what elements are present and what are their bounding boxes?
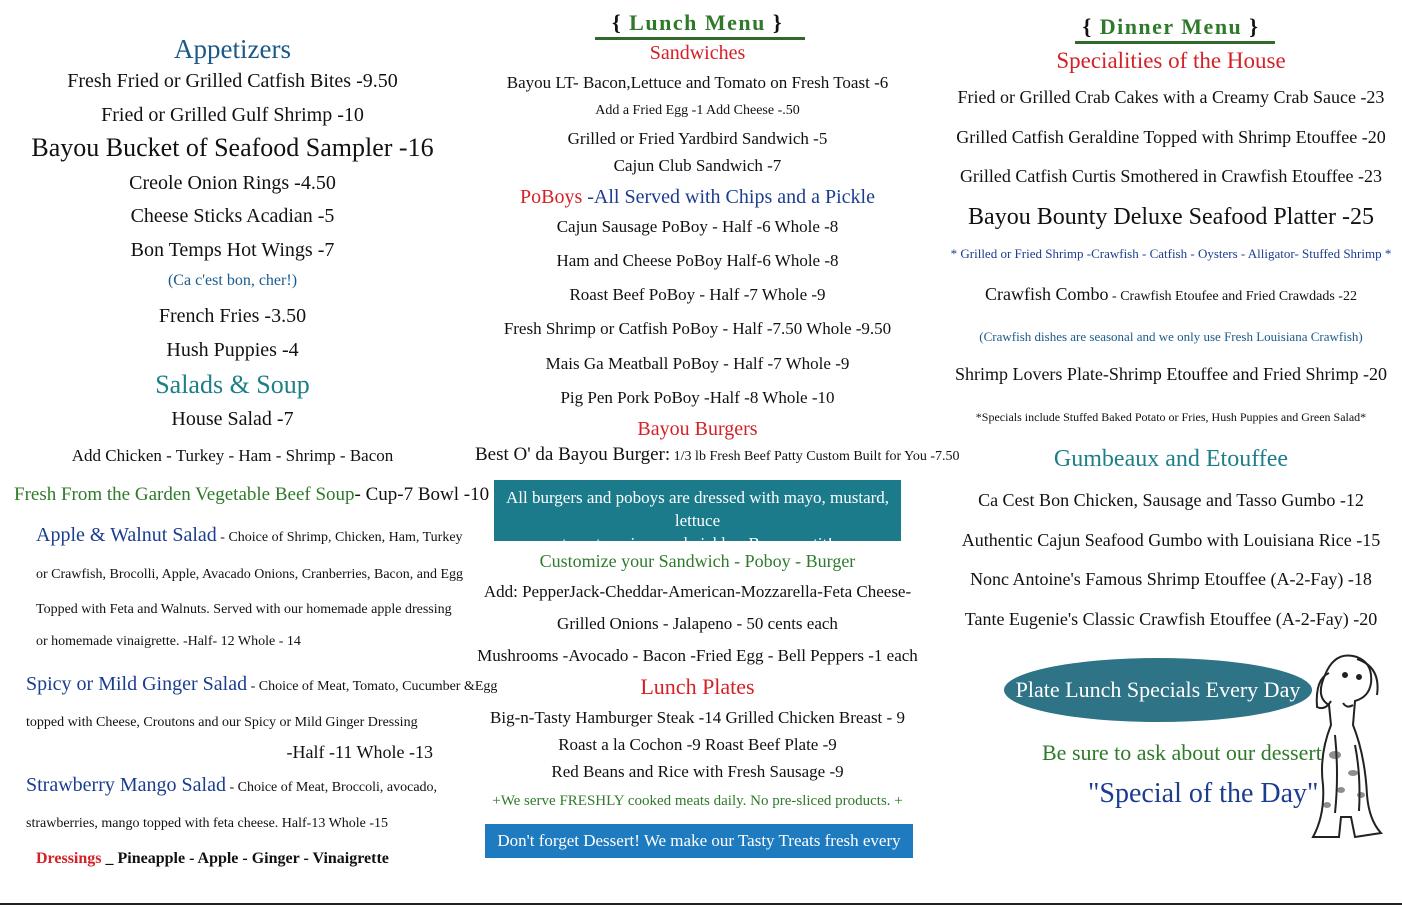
menu-item: Cajun Sausage PoBoy - Half -6 Whole -8 [556,217,839,236]
ca-cest-note: (Ca c'est bon, cher!) [167,272,298,289]
apple-salad-line [36,524,463,547]
menu-item: Add a Fried Egg -1 Add Cheese -.50 [595,103,800,118]
soup-name: Fresh From the Garden Vegetable Beef Soup [14,484,355,505]
poboys-title [465,186,930,209]
dessert-ask: Be sure to ask about our dessert [1042,740,1322,765]
bottom-rule [0,903,1402,905]
customize-title: Customize your Sandwich - Poboy - Burger [539,551,856,571]
spicy-salad-desc: - Choice of Meat, Tomato, Cucumber &Egg [250,679,498,694]
menu-item: Nonc Antoine's Famous Shrimp Etouffee (A-2-Fay) -18 [970,569,1372,589]
spicy-salad-name: Spicy or Mild Ginger Salad [26,673,248,695]
burgers-title: Bayou Burgers [637,418,758,440]
menu-item: Cheese Sticks Acadian -5 [130,205,335,227]
seasonal-note: (Crawfish dishes are seasonal and we only use Fresh Louisiana Crawfish) [979,329,1363,344]
soup-price: - Cup-7 Bowl -10 [354,484,490,505]
middle-column [465,0,960,907]
title-underline [595,37,805,40]
add-options: Add Chicken - Turkey - Ham - Shrimp - Bacon [71,446,394,465]
menu-item: Fresh Fried or Grilled Catfish Bites -9.50 [67,70,398,92]
left-column [0,0,498,907]
apple-salad-desc: or Crawfish, Brocolli, Apple, Avacado Onions, Cranberries, Bacon, and Egg [36,567,464,582]
menu-item: Hush Puppies -4 [166,339,299,361]
plates-title: Lunch Plates [640,674,755,699]
menu-item: Tante Eugenie's Classic Crawfish Etouffee (A-2-Fay) -20 [964,609,1378,629]
title-underline [1075,41,1275,44]
menu-item: Authentic Cajun Seafood Gumbo with Louisiana Rice -15 [961,530,1381,550]
dog-illustration [1295,645,1390,845]
apple-salad-desc: - Choice of Shrimp, Chicken, Ham, Turkey [220,530,463,545]
fresh-note: +We serve FRESHLY cooked meats daily. No pre-sliced products. + [492,793,903,809]
menu-item: Creole Onion Rings -4.50 [129,172,336,194]
menu-item: Roast Beef PoBoy - Half -7 Whole -9 [569,285,826,304]
menu-item: Grilled Catfish Geraldine Topped with Shrimp Etouffee -20 [956,127,1386,147]
menu-item: Big-n-Tasty Hamburger Steak -14 Grilled Chicken Breast - 9 [490,708,905,727]
dinner-menu-title-text: Dinner Menu [1099,14,1243,39]
appetizers-title: Appetizers [174,34,291,64]
spicy-salad-line [26,673,497,696]
straw-salad-name: Strawberry Mango Salad [26,774,226,796]
dressings-line [36,850,389,868]
special-of-day: "Special of the Day" [1088,778,1319,809]
menu-item: Pig Pen Pork PoBoy -Half -8 Whole -10 [560,388,835,407]
customize-line: Add: PepperJack-Cheddar-American-Mozzarella-Feta Cheese- [483,582,912,601]
spicy-salad-price: -Half -11 Whole -13 [286,742,433,762]
apple-salad-desc: Topped with Feta and Walnuts. Served with our homemade apple dressing [36,602,452,617]
menu-item: Shrimp Lovers Plate-Shrimp Etouffee and Fried Shrimp -20 [954,364,1388,384]
menu-item: Fried or Grilled Crab Cakes with a Creamy Crab Sauce -23 [957,87,1385,107]
menu-item: Grilled Catfish Curtis Smothered in Crawfish Etouffee -23 [959,166,1383,186]
straw-salad-desc: - Choice of Meat, Broccoli, avocado, [229,780,438,795]
poboys-title-b: -All Served with Chips and a Pickle [582,186,875,208]
poboys-title-a: PoBoys [520,186,583,208]
plate-lunch-oval: Plate Lunch Specials Every Day [1004,658,1312,722]
banner-line: All burgers and poboys are dressed with mayo, mustard, lettuce [505,488,890,530]
dressings-label: Dressings [36,850,102,867]
menu-item: Mais Ga Meatball PoBoy - Half -7 Whole -9 [545,354,850,373]
apple-salad-price: or homemade vinaigrette. -Half- 12 Whole - 14 [36,634,301,649]
crawfish-combo-name: Crawfish Combo [985,284,1109,304]
menu-item: Grilled or Fried Yardbird Sandwich -5 [567,129,828,148]
menu-item: Red Beans and Rice with Fresh Sausage -9 [551,762,844,781]
dessert-banner: Don't forget Dessert! We make our Tasty Treats fresh every day! [485,824,913,858]
gumbo-title: Gumbeaux and Etouffee [1053,446,1289,472]
dressings-list: _ Pineapple - Apple - Ginger - Vinaigrette [101,850,389,867]
menu-item: Bon Temps Hot Wings -7 [130,239,335,261]
customize-line: Mushrooms -Avocado - Bacon -Fried Egg - Bell Peppers -1 each [477,646,918,665]
menu-item: House Salad -7 [171,408,294,430]
menu-item: Bayou Bucket of Seafood Sampler -16 [31,133,434,162]
dinner-menu-title: { Dinner Menu } [1082,14,1260,39]
salads-title: Salads & Soup [155,370,310,399]
menu-item: Cajun Club Sandwich -7 [613,156,782,175]
specialities-title: Specialities of the House [1056,48,1286,73]
right-column [940,0,1402,907]
burger-name: Best O' da Bayou Burger: [475,444,671,465]
lunch-menu-title: { Lunch Menu } [612,10,783,35]
soup-line [14,484,489,506]
platter-items: * Grilled or Fried Shrimp -Crawfish - Catfish - Oysters - Alligator- Stuffed Shrimp * [950,246,1392,261]
menu-item: Fresh Shrimp or Catfish PoBoy - Half -7.50 Whole -9.50 [503,319,892,338]
burger-line [475,444,960,466]
specials-note: *Specials include Stuffed Baked Potato or Fries, Hush Puppies and Green Salad* [975,410,1367,424]
apple-salad-name: Apple & Walnut Salad [36,524,217,546]
dressed-banner [494,480,901,553]
menu-item: Roast a la Cochon -9 Roast Beef Plate -9 [558,735,837,754]
spicy-salad-desc: topped with Cheese, Croutons and our Spicy or Mild Ginger Dressing [26,715,418,730]
lunch-menu-title-text: Lunch Menu [629,10,766,35]
menu-item: Bayou LT- Bacon,Lettuce and Tomato on Fresh Toast -6 [506,73,889,92]
straw-salad-line [26,774,437,797]
burger-desc: 1/3 lb Fresh Beef Patty Custom Built for You -7.50 [670,449,960,464]
customize-line: Grilled Onions - Jalapeno - 50 cents each [557,614,838,633]
crawfish-combo-desc: - Crawfish Etoufee and Fried Crawdads -22 [1108,289,1357,304]
crawfish-combo-line [940,284,1402,305]
menu-item: Ca Cest Bon Chicken, Sausage and Tasso Gumbo -12 [978,490,1364,510]
sandwiches-title: Sandwiches [649,42,746,64]
menu-item: Ham and Cheese PoBoy Half-6 Whole -8 [556,251,839,270]
banner-line: tomato onions and pickles. Bon appetit! [561,534,833,553]
menu-item: Bayou Bounty Deluxe Seafood Platter -25 [968,204,1374,230]
menu-item: Fried or Grilled Gulf Shrimp -10 [101,104,364,126]
menu-item: French Fries -3.50 [158,305,307,327]
straw-salad-price: strawberries, mango topped with feta cheese. Half-13 Whole -15 [26,816,389,831]
